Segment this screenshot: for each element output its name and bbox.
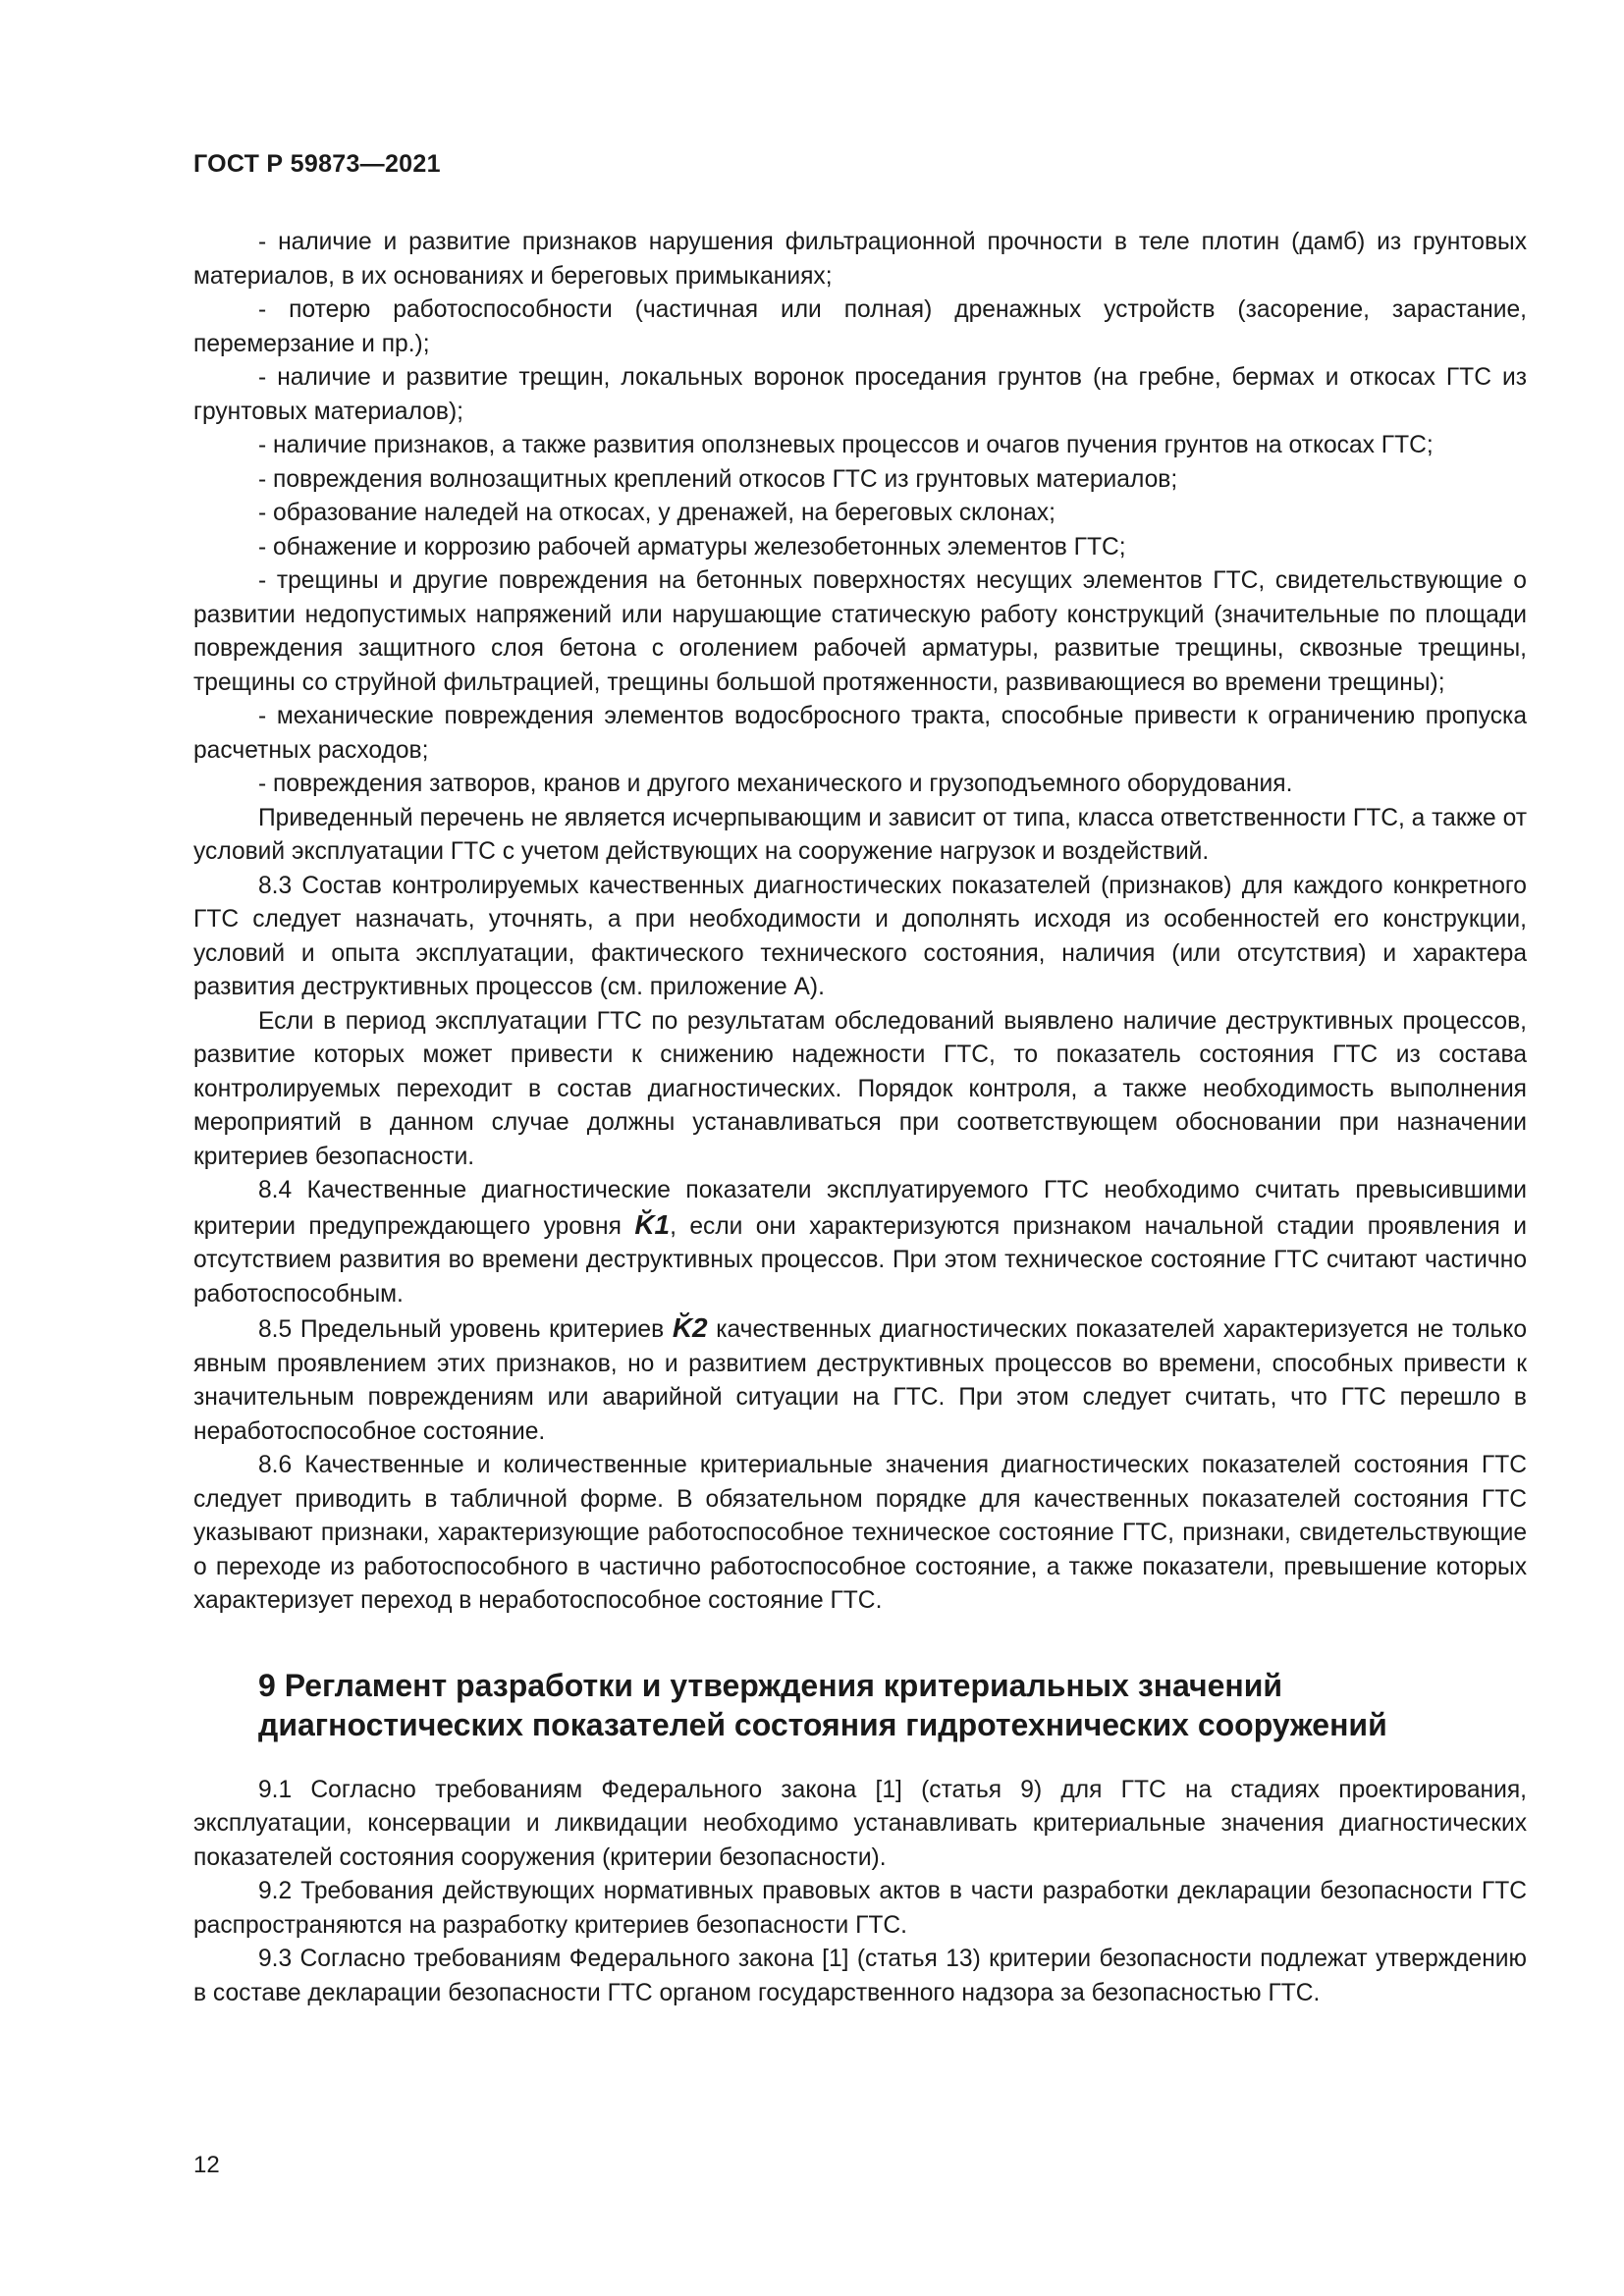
section-9-heading-line-2: диагностических показателей состояния гидротехнических сооружений [258, 1706, 1387, 1742]
paragraph-8-3: 8.3 Состав контролируемых качественных диагностических показателей (признаков) для каждого конкретного ГТС следует назначать, уточнять, а при необходимости и дополнять исходя из особенностей его конструкции, условий и опыта эксплуатации, фактического технического состояния, наличия (или отсутствия) и характера развития деструктивных процессов (см. приложение А). [193, 872, 1527, 1000]
document-code-header: ГОСТ Р 59873—2021 [193, 150, 441, 178]
section-9-heading-line-1: 9 Регламент разработки и утверждения критериальных значений [258, 1667, 1283, 1703]
list-item: - наличие и развитие признаков нарушения фильтрационной прочности в теле плотин (дамб) из грунтовых материалов, в их основаниях и береговых примыканиях; [193, 229, 1527, 290]
paragraph-8-5 [193, 1311, 1527, 1449]
list-item: - потерю работоспособности (частичная или полная) дренажных устройств (засорение, зарастание, перемерзание и пр.); [193, 296, 1527, 357]
list-item: - механические повреждения элементов водосбросного тракта, способные привести к ограничению пропуска расчетных расходов; [193, 703, 1527, 764]
list-item: - наличие признаков, а также развития оползневых процессов и очагов пучения грунтов на откосах ГТС; [258, 432, 1434, 458]
criterion-k1-symbol: K̆1 [634, 1208, 671, 1240]
paragraph-8-5-text-end: качественных диагностических показателей характеризуется не только явным проявлением этих признаков, но и развитием деструктивных процессов во времени, способных привести к значительным повреждениям или аварийной ситуации на ГТС. При этом следует считать, что ГТС перешло в неработоспособное состояние. [193, 1316, 1527, 1445]
page-number: 12 [193, 2152, 220, 2178]
criterion-k2-symbol: K̆2 [672, 1312, 708, 1343]
list-item: - обнажение и коррозию рабочей арматуры железобетонных элементов ГТС; [258, 533, 1126, 561]
paragraph-9-2: 9.2 Требования действующих нормативных правовых актов в части разработки декларации безопасности ГТС распространяются на разработку критериев безопасности ГТС. [193, 1878, 1527, 1939]
paragraph-9-1: 9.1 Согласно требованиям Федерального закона [1] (статья 9) для ГТС на стадиях проектирования, эксплуатации, консервации и ликвидации необходимо устанавливать критериальные значения диагностических показателей состояния сооружения (критерии безопасности). [193, 1776, 1527, 1871]
list-item: - трещины и другие повреждения на бетонных поверхностях несущих элементов ГТС, свидетельствующие о развитии недопустимых напряжений или нарушающие статическую работу конструкций (значительные по площади повреждения защитного слоя бетона с оголением рабочей арматуры, развитые трещины, сквозные трещины, трещины со струйной фильтрацией, трещины большой протяженности, развивающиеся во времени трещины); [193, 567, 1527, 696]
list-item: - образование наледей на откосах, у дренажей, на береговых склонах; [258, 500, 1056, 526]
paragraph-8-3-continued: Если в период эксплуатации ГТС по результатам обследований выявлено наличие деструктивных процессов, развитие которых может привести к снижению надежности ГТС, то показатель состояния ГТС из состава контролируемых переходит в состав диагностических. Порядок контроля, а также необходимость выполнения мероприятий в данном случае должны устанавливаться при соответствующем обосновании при назначении критериев безопасности. [193, 1007, 1527, 1170]
list-item: - повреждения волнозащитных креплений откосов ГТС из грунтовых материалов; [258, 465, 1178, 493]
paragraph-9-3: 9.3 Согласно требованиям Федерального закона [1] (статья 13) критерии безопасности подлежат утверждению в составе декларации безопасности ГТС органом государственного надзора за безопасностью ГТС. [193, 1946, 1527, 2006]
list-item: - наличие и развитие трещин, локальных воронок проседания грунтов (на гребне, бермах и откосах ГТС из грунтовых материалов); [193, 364, 1527, 425]
paragraph-8-4-text-end: , если они характеризуются признаком начальной стадии проявления и отсутствием развития во времени деструктивных процессов. При этом техническое состояние ГТС считают частично работоспособным. [193, 1212, 1527, 1308]
paragraph-8-4-text-start: 8.4 Качественные диагностические показатели эксплуатируемого ГТС необходимо считать превысившими критерии предупреждающего уровня [193, 1177, 1527, 1240]
paragraph-8-5-text-start: 8.5 Предельный уровень критериев [258, 1316, 673, 1343]
paragraph-8-6: 8.6 Качественные и количественные критериальные значения диагностических показателей состояния ГТС следует приводить в табличной форме. В обязательном порядке для качественных показателей состояния ГТС указывают признаки, характеризующие работоспособное техническое состояние ГТС, признаки, свидетельствующие о переходе из работоспособного в частично работоспособное состояние, а также показатели, превышение которых характеризует переход в неработоспособное состояние ГТС. [193, 1452, 1527, 1614]
section-9-heading [193, 1666, 1527, 1744]
paragraph-list-note: Приведенный перечень не является исчерпывающим и зависит от типа, класса ответственности ГТС, а также от условий эксплуатации ГТС с учетом действующих на сооружение нагрузок и воздействий. [193, 804, 1527, 865]
list-item: - повреждения затворов, кранов и другого механического и грузоподъемного оборудования. [258, 771, 1293, 797]
paragraph-8-4 [193, 1174, 1527, 1311]
document-body [193, 226, 1527, 2010]
